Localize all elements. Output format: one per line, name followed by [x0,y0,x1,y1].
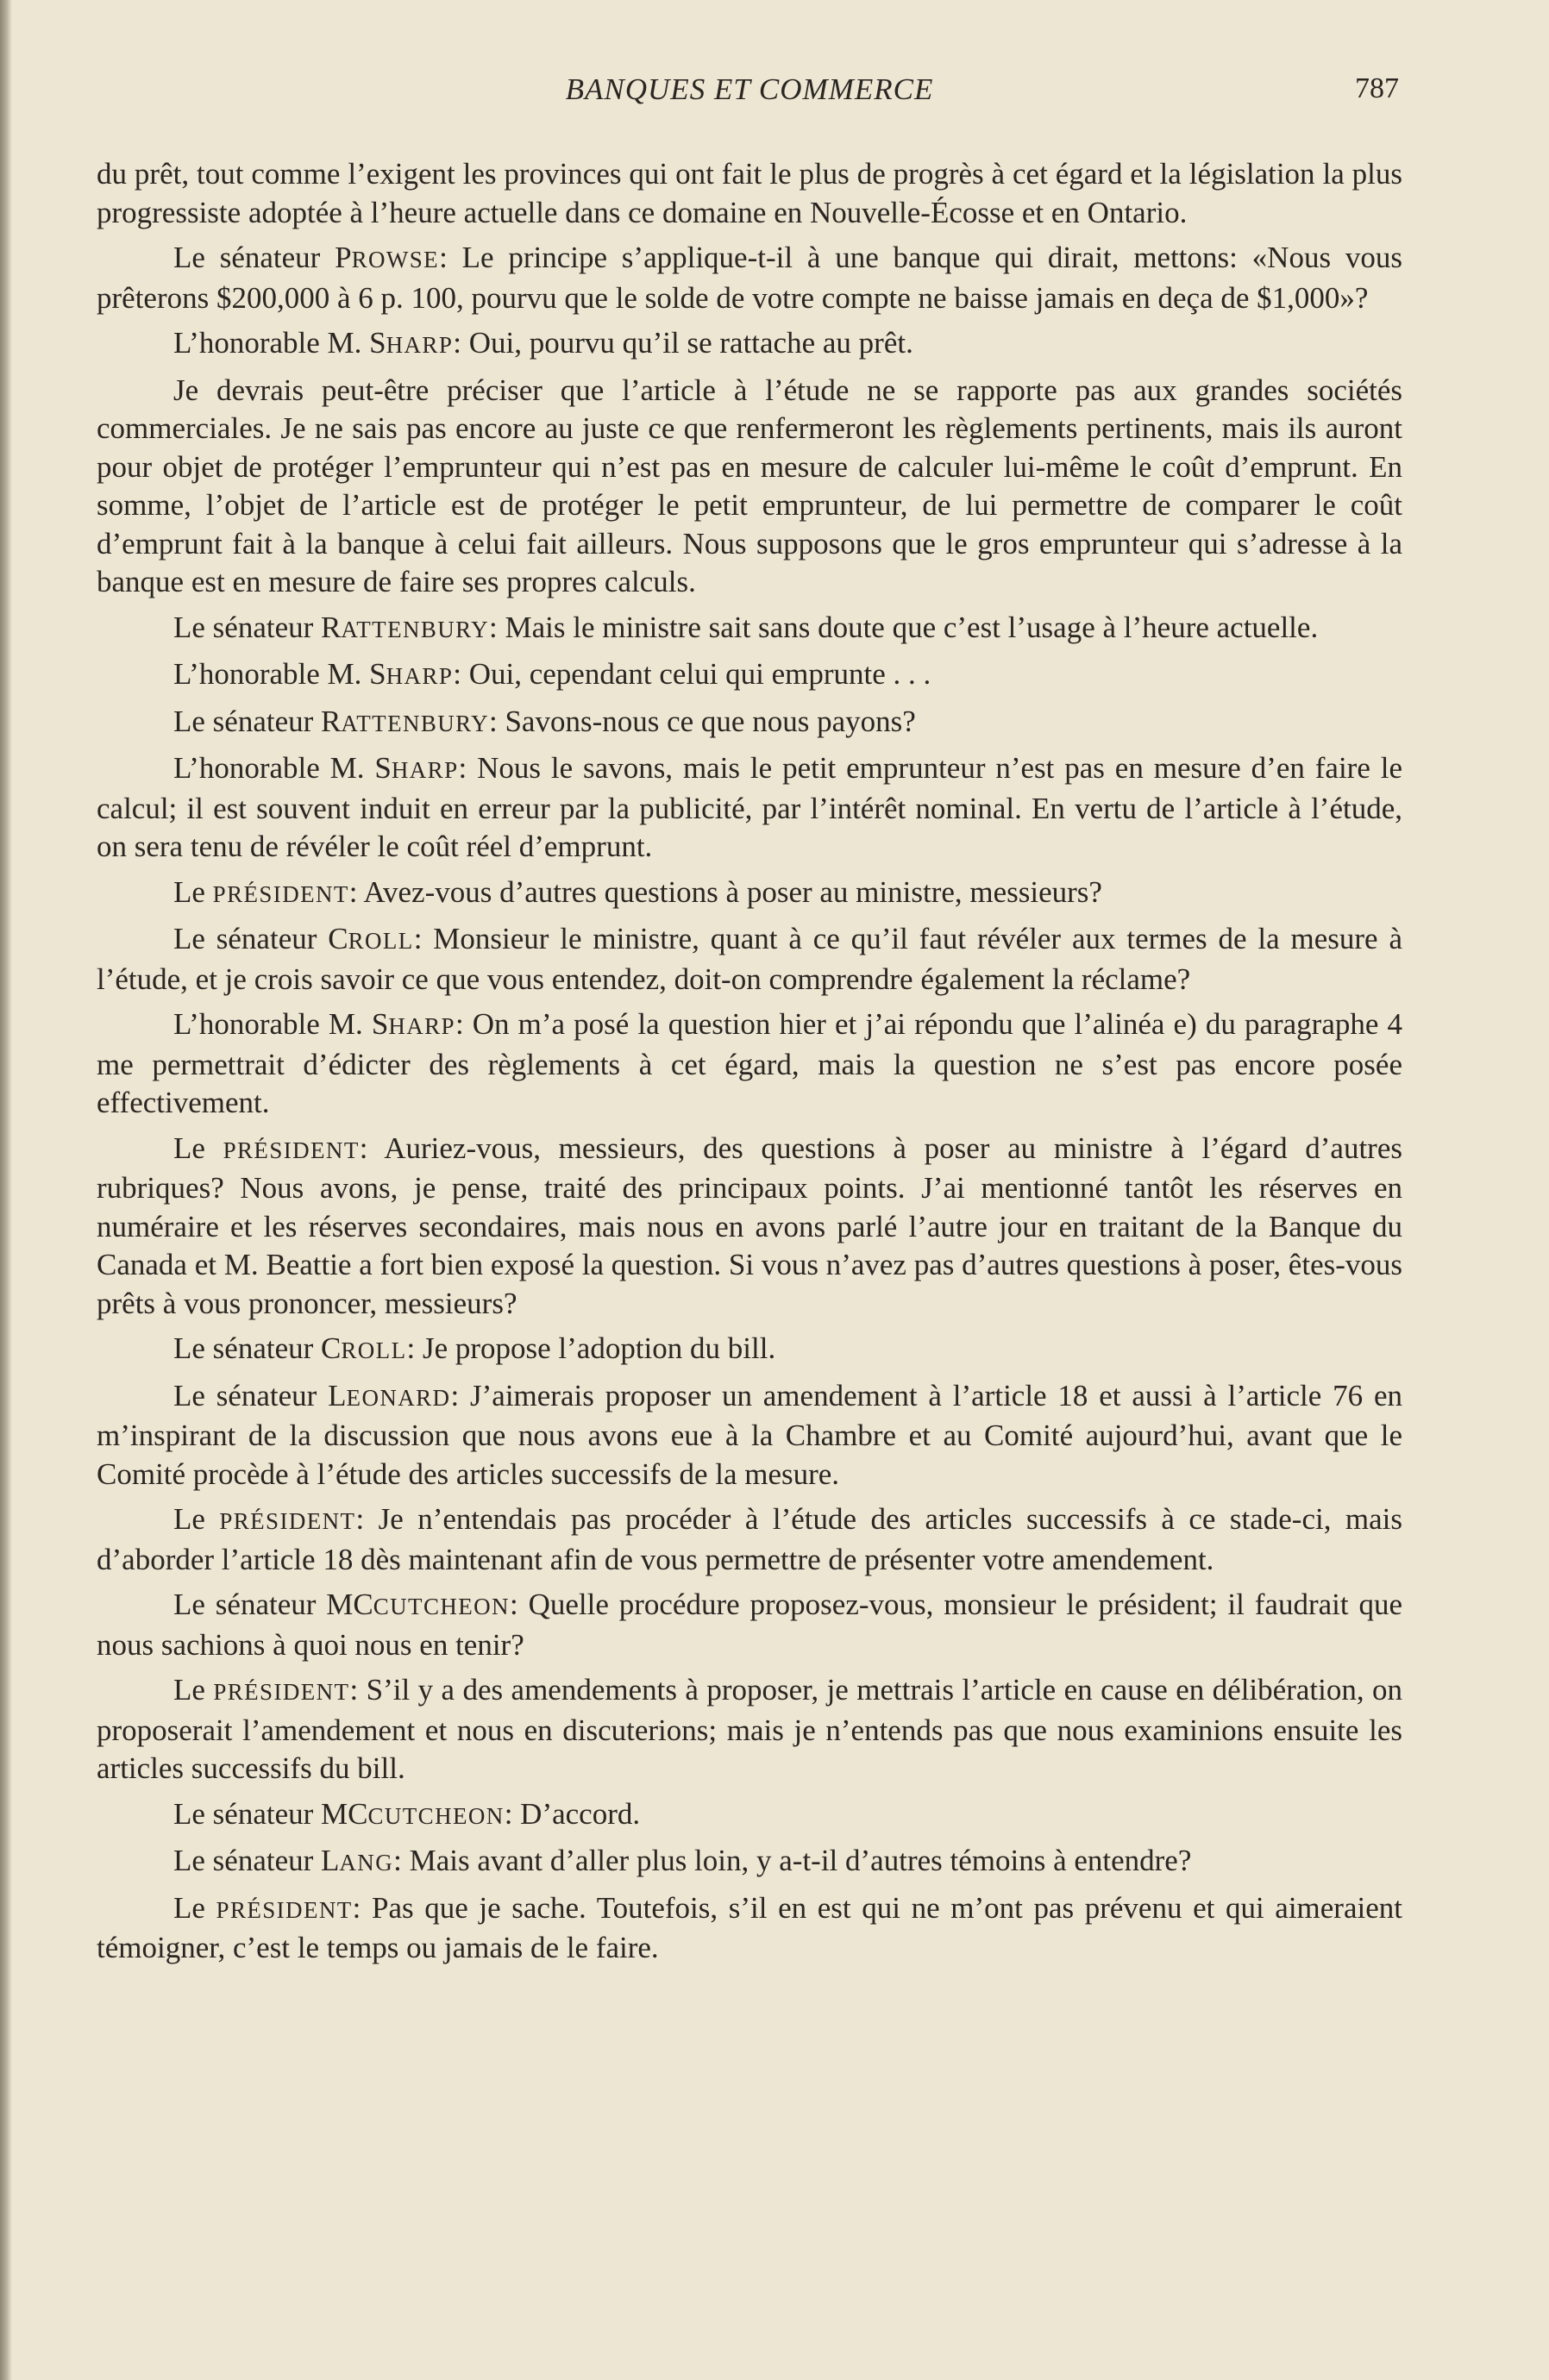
speaker-name: PRÉSIDENT [223,1137,360,1163]
paragraph: L’honorable M. SHARP: Nous le savons, mais le petit emprunteur n’est pas en mesure d’en faire le calcul; il est souvent induit en erreur par la publicité, par l’intérêt nominal. En vertu de l’article à l’étude, on sera tenu de révéler le coût réel d’emprunt. [97,751,1402,863]
speaker-name: HARP [391,757,459,783]
speaker-prefix: Le [173,1502,220,1536]
paragraph: Le PRÉSIDENT: S’il y a des amendements à proposer, je mettrais l’article en cause en délibération, on proposerait l’amendement et nous en discuterions; mais je n’entends pas que nous examinions ensuite les articles successifs du bill. [97,1673,1402,1785]
speaker-prefix: Le sénateur C [173,1331,342,1365]
speaker-prefix: Le sénateur L [173,1378,347,1412]
book-spine-shadow [0,0,12,2380]
speaker-name: EONARD [346,1384,451,1411]
page-number: 787 [1355,72,1399,104]
speaker-name: ATTENBURY [341,710,489,736]
speaker-prefix: Le sénateur L [173,1844,340,1877]
paragraph: Le sénateur RATTENBURY: Savons-nous ce que nous payons? [173,704,916,738]
paragraph: L’honorable M. SHARP: Oui, cependant celui qui emprunte . . . [173,657,931,691]
paragraph: Le PRÉSIDENT: Pas que je sache. Toutefois, s’il en est qui ne m’ont pas prévenu et qui aimeraient témoigner, c’est le temps ou jamais de le faire. [97,1890,1402,1964]
speaker-name: PRÉSIDENT [213,1679,350,1705]
speaker-name: PRÉSIDENT [219,1508,356,1534]
speaker-name: PRÉSIDENT [212,880,349,907]
speaker-name: ANG [339,1850,394,1876]
speaker-name: HARP [386,332,454,358]
paragraph: Le sénateur CROLL: Je propose l’adoption du bill. [173,1331,776,1365]
paragraph: Le sénateur MCCUTCHEON: Quelle procédure proposez-vous, monsieur le président; il faudrait que nous sachions à quoi nous en tenir? [97,1588,1403,1662]
speaker-prefix: L’honorable M. S [173,657,386,691]
paragraph: Le sénateur MCCUTCHEON: D’accord. [173,1796,641,1831]
paragraph: du prêt, tout comme l’exigent les provinces qui ont fait le plus de progrès à cet égard et la législation la plus progressiste adoptée à l’heure actuelle dans ce domaine en Nouvelle-Écosse et en Ontario. [97,157,1402,229]
speaker-name: ROLL [348,928,414,954]
paragraph: Le sénateur RATTENBURY: Mais le ministre sait sans doute que c’est l’usage à l’heure actuelle. [173,610,1319,644]
speaker-prefix: Le [173,874,213,909]
speaker-name: PRÉSIDENT [216,1896,353,1923]
speaker-prefix: Le sénateur R [173,610,342,644]
paragraph: Le sénateur LANG: Mais avant d’aller plus loin, y a-t-il d’autres témoins à entendre? [173,1844,1192,1877]
speaker-name: CUTCHEON [373,1594,510,1619]
speaker-prefix: Le [173,1890,216,1925]
speaker-prefix: L’honorable M. S [173,1007,389,1041]
speaker-name: HARP [386,663,454,689]
paragraph: L’honorable M. SHARP: On m’a posé la question hier et j’ai répondu que l’alinéa e) du paragraphe 4 me permettrait d’édicter des règlements à cet égard, mais la question ne s’est pas encore posée effectivement. [97,1007,1402,1119]
speaker-prefix: L’honorable M. S [173,326,386,360]
speaker-name: HARP [388,1013,455,1039]
speaker-prefix: Le sénateur P [173,241,352,274]
paragraph: Le PRÉSIDENT: Auriez-vous, messieurs, des questions à poser au ministre à l’égard d’autres rubriques? Nous avons, je pense, traité des principaux points. J’ai mentionné tantôt les réserves en numéraire et les réserves secondaires, mais nous en avons parlé l’autre jour en traitant de la Banque du Canada et M. Beattie a fort bien exposé la question. Si vous n’avez pas d’autres questions à poser, êtes-vous prêts à vous prononcer, messieurs? [97,1130,1402,1320]
speaker-name: ROWSE [351,247,440,272]
paragraph: Je devrais peut-être préciser que l’article à l’étude ne se rapporte pas aux grandes sociétés commerciales. Je ne sais pas encore au juste ce que renfermeront les règlements pertinents, mais ils auront pour objet de protéger l’emprunteur qui n’est pas en mesure de calculer lui-même le coût d’emprunt. En somme, l’objet de l’article est de protéger le petit emprunteur, de lui permettre de comparer le coût d’emprunt fait à la banque à celui fait ailleurs. Nous supposons que le gros emprunteur qui s’adresse à la banque est en mesure de faire ses propres calculs. [97,373,1402,598]
speaker-name: ROLL [341,1337,407,1363]
speaker-name: ATTENBURY [341,616,489,642]
speaker-prefix: Le [173,1673,214,1707]
speaker-prefix: Le sénateur MC [173,1796,368,1831]
speaker-prefix: Le sénateur MC [173,1588,373,1621]
paragraph: L’honorable M. SHARP: Oui, pourvu qu’il se rattache au prêt. [173,326,913,360]
speaker-prefix: L’honorable M. S [173,751,392,785]
paragraph: Le PRÉSIDENT: Avez-vous d’autres questions à poser au ministre, messieurs? [173,874,1102,909]
header-title: BANQUES ET COMMERCE [565,72,934,106]
body-text [97,155,1402,1968]
speaker-prefix: Le sénateur C [173,922,348,955]
paragraph: Le PRÉSIDENT: Je n’entendais pas procéder à l’étude des articles successifs à ce stade-ci, mais d’aborder l’article 18 dès maintenant afin de vous permettre de présenter votre amendement. [97,1502,1402,1576]
running-header [97,72,1402,119]
paragraph: Le sénateur PROWSE: Le principe s’applique-t-il à une banque qui dirait, mettons: «Nous vous prêterons $200,000 à 6 p. 100, pourvu que le solde de votre compte ne baisse jamais en deça de $1,000»? [97,241,1402,315]
speaker-prefix: Le [173,1130,223,1165]
speaker-prefix: Le sénateur R [173,704,342,738]
document-page [97,72,1402,1975]
paragraph: Le sénateur CROLL: Monsieur le ministre, quant à ce qu’il faut révéler aux termes de la mesure à l’étude, et je crois savoir ce que vous entendez, doit-on comprendre également la réclame? [97,922,1402,996]
paragraph: Le sénateur LEONARD: J’aimerais proposer un amendement à l’article 18 et aussi à l’article 76 en m’inspirant de la discussion que nous avons eue à la Chambre et au Comité aujourd’hui, avant que le Comité procède à l’étude des articles successifs de la mesure. [97,1378,1402,1491]
speaker-name: CUTCHEON [367,1802,505,1829]
